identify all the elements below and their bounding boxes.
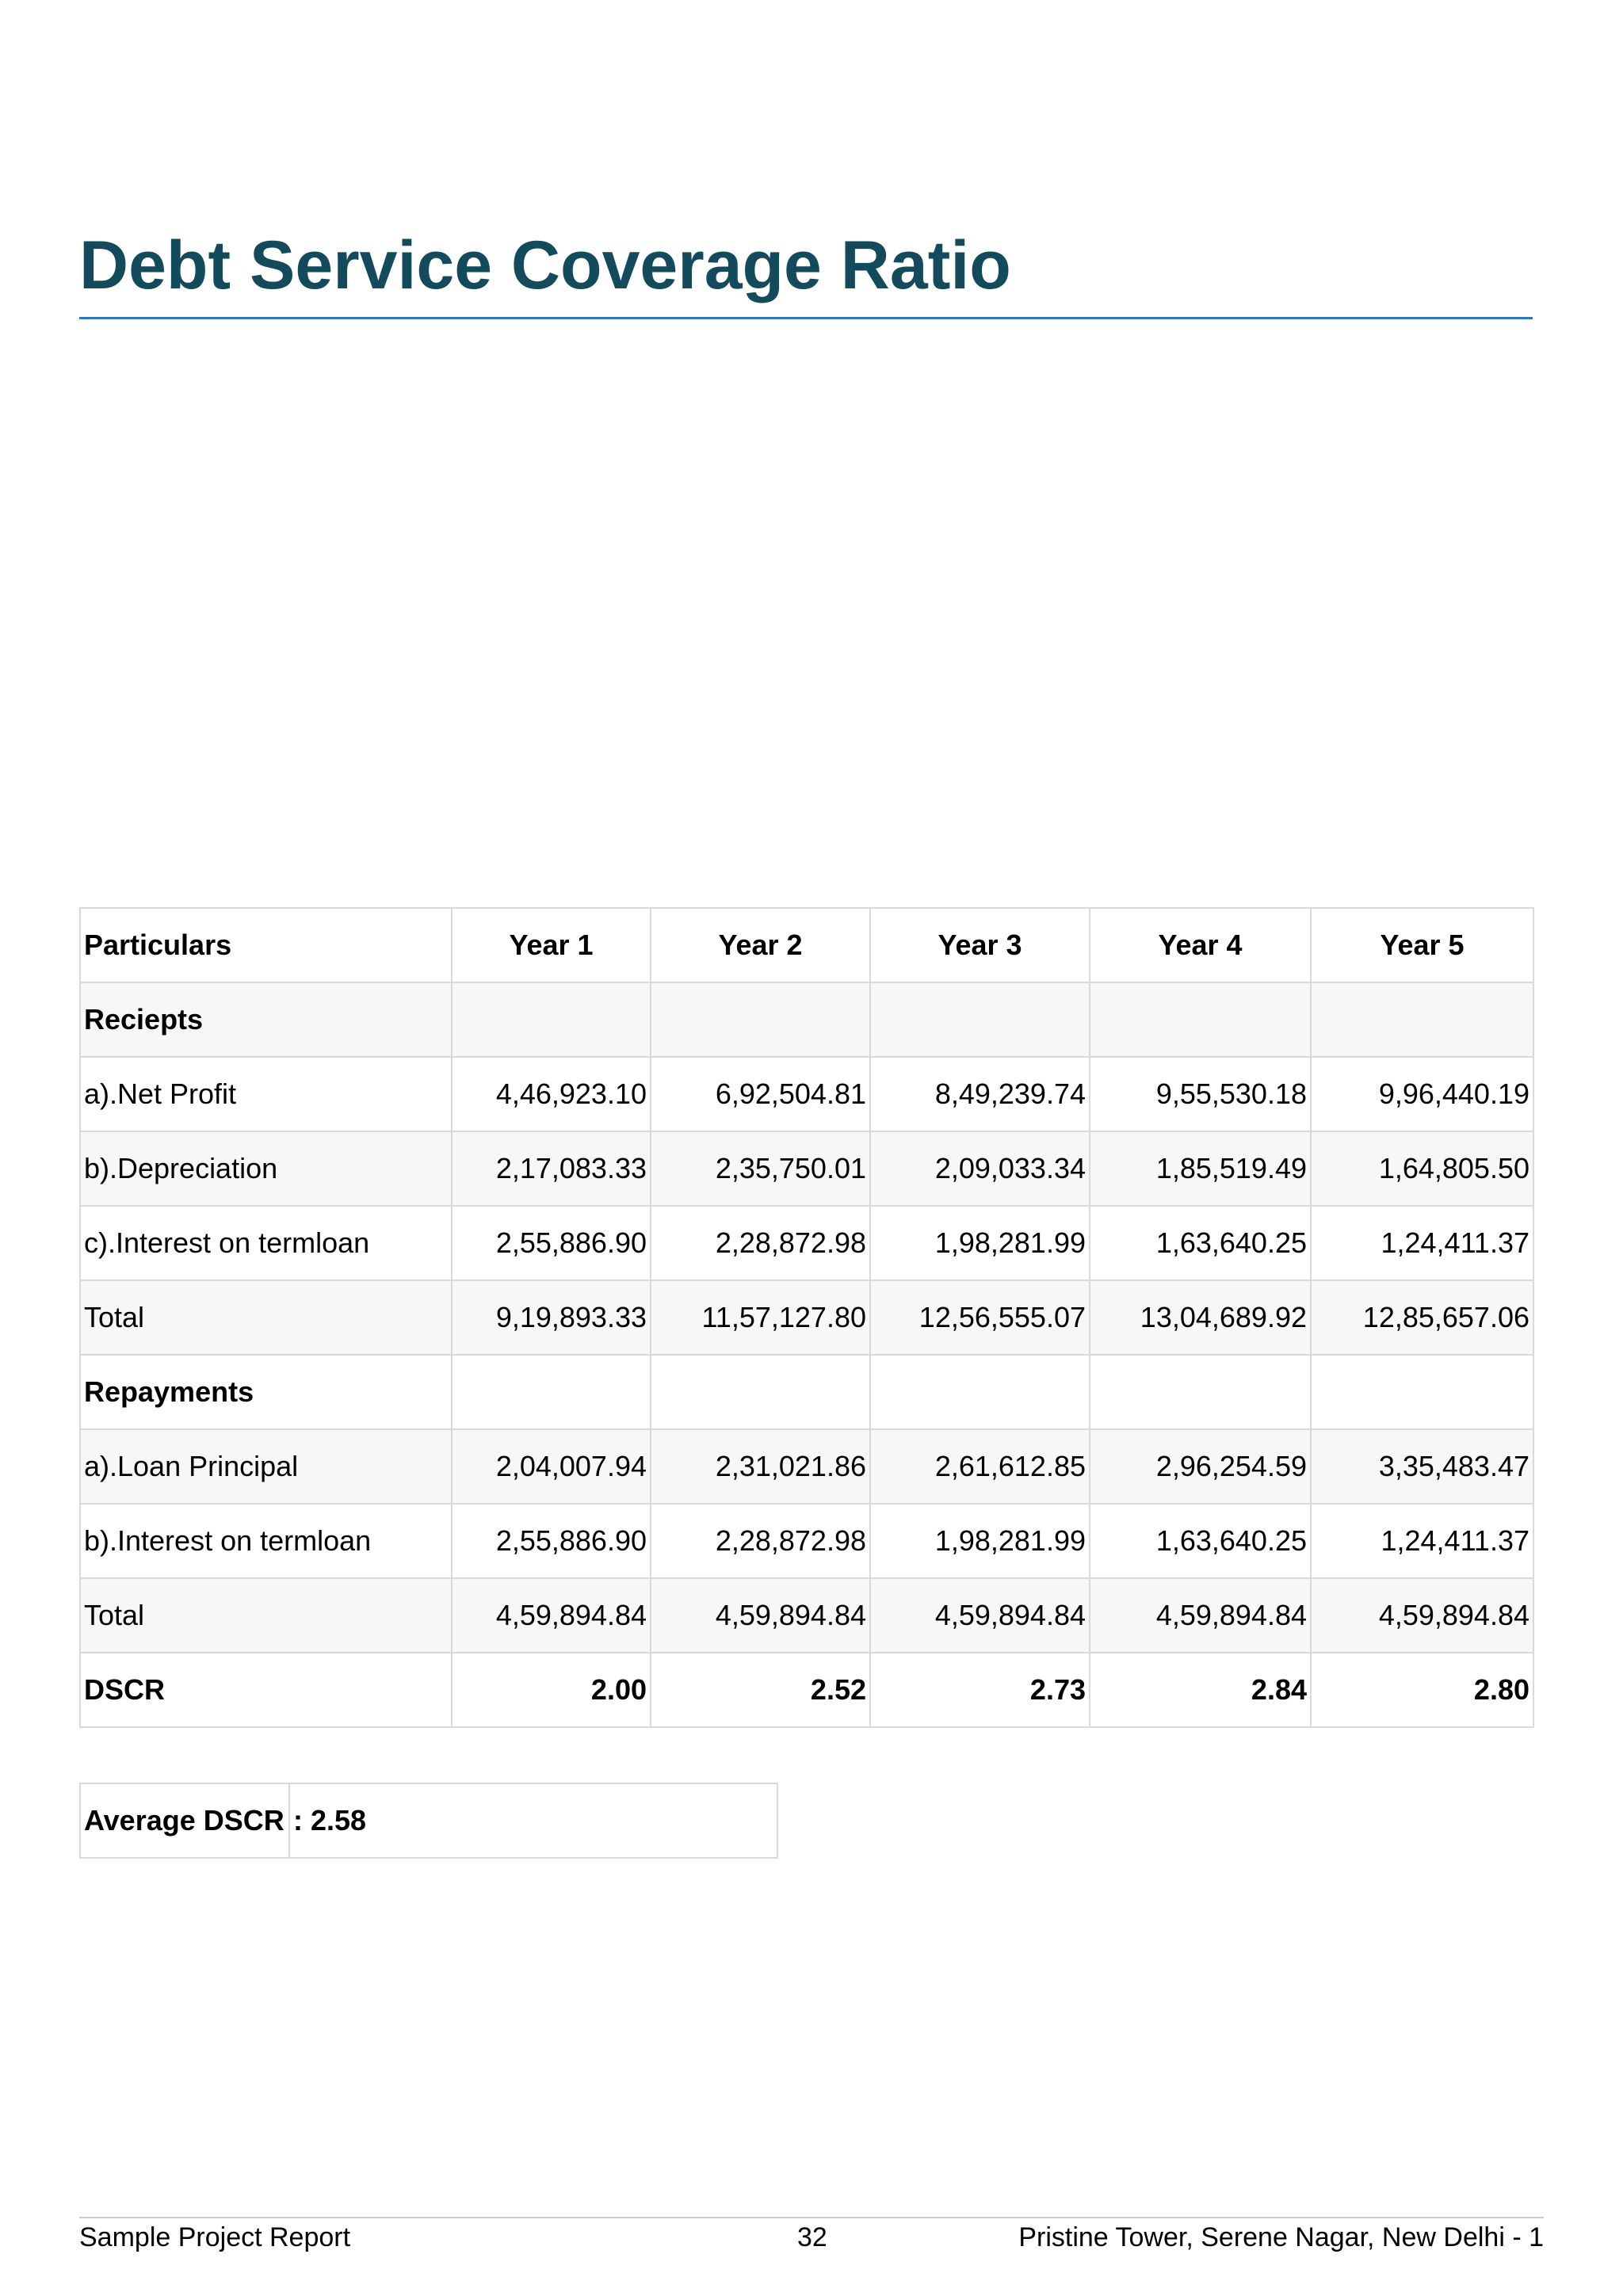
value-cell: 2.84 (1090, 1653, 1311, 1727)
dscr-table (79, 907, 1534, 1728)
value-cell: 9,96,440.19 (1311, 1057, 1533, 1131)
table-body (80, 982, 1533, 1727)
value-cell (452, 1355, 651, 1429)
value-cell: 9,19,893.33 (452, 1280, 651, 1355)
average-dscr-label: Average DSCR (80, 1783, 289, 1858)
value-cell: 2.52 (651, 1653, 870, 1727)
row-label: DSCR (80, 1653, 452, 1727)
title-divider (79, 317, 1533, 319)
page-title: Debt Service Coverage Ratio (79, 227, 1011, 303)
value-cell: 4,59,894.84 (1090, 1578, 1311, 1653)
value-cell: 3,35,483.47 (1311, 1429, 1533, 1504)
table-row (80, 1280, 1533, 1355)
value-cell: 13,04,689.92 (1090, 1280, 1311, 1355)
value-cell: 9,55,530.18 (1090, 1057, 1311, 1131)
column-header: Year 3 (870, 908, 1090, 982)
table-row (80, 1355, 1533, 1429)
column-header: Year 4 (1090, 908, 1311, 982)
footer-address: Pristine Tower, Serene Nagar, New Delhi - 1 (1018, 2222, 1544, 2252)
value-cell: 2,35,750.01 (651, 1131, 870, 1206)
value-cell: 2,17,083.33 (452, 1131, 651, 1206)
value-cell: 2,61,612.85 (870, 1429, 1090, 1504)
value-cell: 1,85,519.49 (1090, 1131, 1311, 1206)
value-cell: 2,55,886.90 (452, 1504, 651, 1578)
footer-page-number: 32 (797, 2222, 827, 2252)
value-cell: 1,63,640.25 (1090, 1206, 1311, 1280)
value-cell: 12,56,555.07 (870, 1280, 1090, 1355)
value-cell: 1,98,281.99 (870, 1206, 1090, 1280)
value-cell (1090, 1355, 1311, 1429)
table-row (80, 1057, 1533, 1131)
row-label: Repayments (80, 1355, 452, 1429)
value-cell: 1,24,411.37 (1311, 1206, 1533, 1280)
row-label: Total (80, 1280, 452, 1355)
value-cell: 2,28,872.98 (651, 1206, 870, 1280)
table-row (80, 982, 1533, 1057)
value-cell: 2,55,886.90 (452, 1206, 651, 1280)
average-dscr-box (79, 1783, 778, 1859)
value-cell (1311, 1355, 1533, 1429)
average-dscr-value: : 2.58 (289, 1783, 777, 1858)
value-cell (870, 1355, 1090, 1429)
table-header-row (80, 908, 1533, 982)
value-cell (1090, 982, 1311, 1057)
column-header: Year 1 (452, 908, 651, 982)
column-header: Particulars (80, 908, 452, 982)
row-label: b).Interest on termloan (80, 1504, 452, 1578)
table-row (80, 1578, 1533, 1653)
footer-divider (79, 2217, 1544, 2218)
value-cell: 2,31,021.86 (651, 1429, 870, 1504)
value-cell: 1,98,281.99 (870, 1504, 1090, 1578)
footer-report-name: Sample Project Report (79, 2222, 351, 2252)
value-cell: 4,46,923.10 (452, 1057, 651, 1131)
value-cell: 8,49,239.74 (870, 1057, 1090, 1131)
value-cell: 6,92,504.81 (651, 1057, 870, 1131)
value-cell: 2,09,033.34 (870, 1131, 1090, 1206)
table-row (80, 1206, 1533, 1280)
value-cell: 12,85,657.06 (1311, 1280, 1533, 1355)
row-label: Total (80, 1578, 452, 1653)
value-cell: 2.80 (1311, 1653, 1533, 1727)
table-row (80, 1653, 1533, 1727)
value-cell: 4,59,894.84 (1311, 1578, 1533, 1653)
value-cell: 2,96,254.59 (1090, 1429, 1311, 1504)
value-cell: 1,24,411.37 (1311, 1504, 1533, 1578)
table-row (80, 1131, 1533, 1206)
value-cell (452, 982, 651, 1057)
value-cell (651, 1355, 870, 1429)
table-row (80, 1429, 1533, 1504)
table-row (80, 1504, 1533, 1578)
value-cell (651, 982, 870, 1057)
value-cell: 2.00 (452, 1653, 651, 1727)
row-label: Reciepts (80, 982, 452, 1057)
average-dscr-row (80, 1783, 777, 1858)
column-header: Year 5 (1311, 908, 1533, 982)
value-cell (870, 982, 1090, 1057)
value-cell (1311, 982, 1533, 1057)
value-cell: 2,04,007.94 (452, 1429, 651, 1504)
column-header: Year 2 (651, 908, 870, 982)
value-cell: 1,64,805.50 (1311, 1131, 1533, 1206)
value-cell: 4,59,894.84 (870, 1578, 1090, 1653)
value-cell: 1,63,640.25 (1090, 1504, 1311, 1578)
row-label: c).Interest on termloan (80, 1206, 452, 1280)
row-label: a).Loan Principal (80, 1429, 452, 1504)
value-cell: 2,28,872.98 (651, 1504, 870, 1578)
value-cell: 2.73 (870, 1653, 1090, 1727)
row-label: b).Depreciation (80, 1131, 452, 1206)
value-cell: 4,59,894.84 (651, 1578, 870, 1653)
row-label: a).Net Profit (80, 1057, 452, 1131)
value-cell: 4,59,894.84 (452, 1578, 651, 1653)
value-cell: 11,57,127.80 (651, 1280, 870, 1355)
